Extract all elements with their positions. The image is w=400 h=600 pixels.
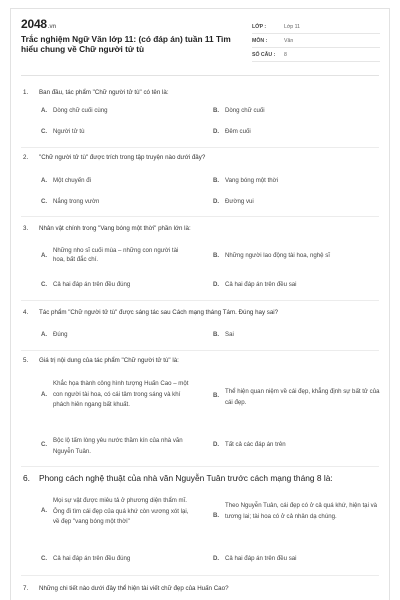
question-divider — [21, 350, 379, 351]
question-divider — [21, 575, 379, 576]
meta-value: Văn — [284, 38, 294, 44]
meta-value: Lớp 11 — [284, 24, 300, 30]
question-2 — [23, 154, 379, 162]
meta-label: SỐ CÂU : — [252, 52, 276, 58]
meta-label: MÔN : — [252, 38, 268, 44]
question-text: 1. Ban đầu, tác phẩm "Chữ người tử tù" có tên là: — [23, 89, 169, 96]
question-1 — [23, 89, 379, 97]
header-divider — [21, 75, 379, 76]
quiz-sheet: 2048.vn Trắc nghiệm Ngữ Văn lớp 11: (có đáp án) tuần 11 Tìm hiểu chung về Chữ người tử tù LỚP : Lớp 11 MÔN : Văn SỐ CÂU : 8 1. Ban đầu, tác phẩm "Chữ người tử tù" có tên là: A. Dòng chữ cuối cùng B. Dòng chữ cuối C. Người tử tù D. Đêm cuối 2. "Chữ người tử tù" được trích trong tập truyện nào dưới đây? A. Một chuyến đi B. Vang bóng một thời C. Nắng trong vườn D. Đường vui 3. Nhân vật chính trong "Vang bóng một thời" phần lớn là: A. Những nho sĩ cuối mùa – những con người tài hoa, bất đắc chí. B. Những người lao động tài hoa, nghệ sĩ C. Cả hai đáp án trên đều đúng D. Cả hai đáp án trên đều sai 4. Tác phẩm "Chữ người tử tù" được sáng tác sau Cách mạng tháng Tám. Đúng hay sai? A. Đúng B. Sai 5. Giá trị nội dung của tác phẩm "Chữ người tử tù" là: A. Khắc họa thành công hình tượng Huấn Cao – một con người tài hoa, có cái tâm trong sáng và khí phách hiên ngang bất khuất. B. Thể hiện quan niệm về cái đẹp, khẳng định sự bất tử của cái đẹp. C. Bộc lộ tấm lòng yêu nước thầm kín của nhà văn Nguyễn Tuân. D. Tất cả các đáp án trên 6. Phong cách nghệ thuật của nhà văn Nguyễn Tuân trước cách mạng tháng 8 là: A. Mọi sự vật được miêu tả ở phương diện thẩm mĩ. Ông đi tìm cái đẹp của quá khứ còn vương xót lại, về đẹp "vang bóng một thời" B. Theo Nguyễn Tuân, cái đẹp có ở cả quá khứ, hiện tại và tương lai; tài hoa có ở cả nhân dạ chúng. C. Cả hai đáp án trên đều đúng D. Cả hai đáp án trên đều sai 7. Những chi tiết nào dưới đây thể hiện tài viết chữ đẹp của Huấn Cao? — [10, 8, 390, 600]
question-divider — [21, 216, 379, 217]
question-5 — [23, 357, 379, 365]
question-divider — [21, 147, 379, 148]
question-text: 4. Tác phẩm "Chữ người tử tù" được sáng tác sau Cách mạng tháng Tám. Đúng hay sai? — [23, 309, 279, 316]
question-divider — [21, 300, 379, 301]
question-text: 2. "Chữ người tử tù" được trích trong tập truyện nào dưới đây? — [23, 154, 206, 161]
question-text: 5. Giá trị nội dung của tác phẩm "Chữ người tử tù" là: — [23, 357, 179, 364]
quiz-meta — [252, 21, 380, 63]
question-text: 3. Nhân vật chính trong "Vang bóng một thời" phần lớn là: — [23, 225, 191, 232]
meta-row-subject — [252, 35, 380, 48]
meta-value: 8 — [284, 52, 287, 58]
question-4 — [23, 309, 379, 317]
quiz-header — [11, 9, 389, 69]
quiz-title: Trắc nghiệm Ngữ Văn lớp 11: (có đáp án) tuần 11 Tìm hiểu chung về Chữ người tử tù — [21, 34, 231, 54]
question-text: 6. Phong cách nghệ thuật của nhà văn Nguyễn Tuân trước cách mạng tháng 8 là: — [23, 473, 333, 483]
site-logo[interactable]: 2048.vn — [21, 17, 56, 31]
question-6 — [23, 473, 379, 483]
meta-label: LỚP : — [252, 24, 267, 30]
question-text: 7. Những chi tiết nào dưới đây thể hiện tài viết chữ đẹp của Huấn Cao? — [23, 585, 229, 592]
meta-row-class — [252, 21, 380, 34]
meta-row-count — [252, 49, 380, 62]
question-3 — [23, 225, 379, 233]
question-7 — [23, 585, 379, 593]
question-divider — [21, 466, 379, 467]
